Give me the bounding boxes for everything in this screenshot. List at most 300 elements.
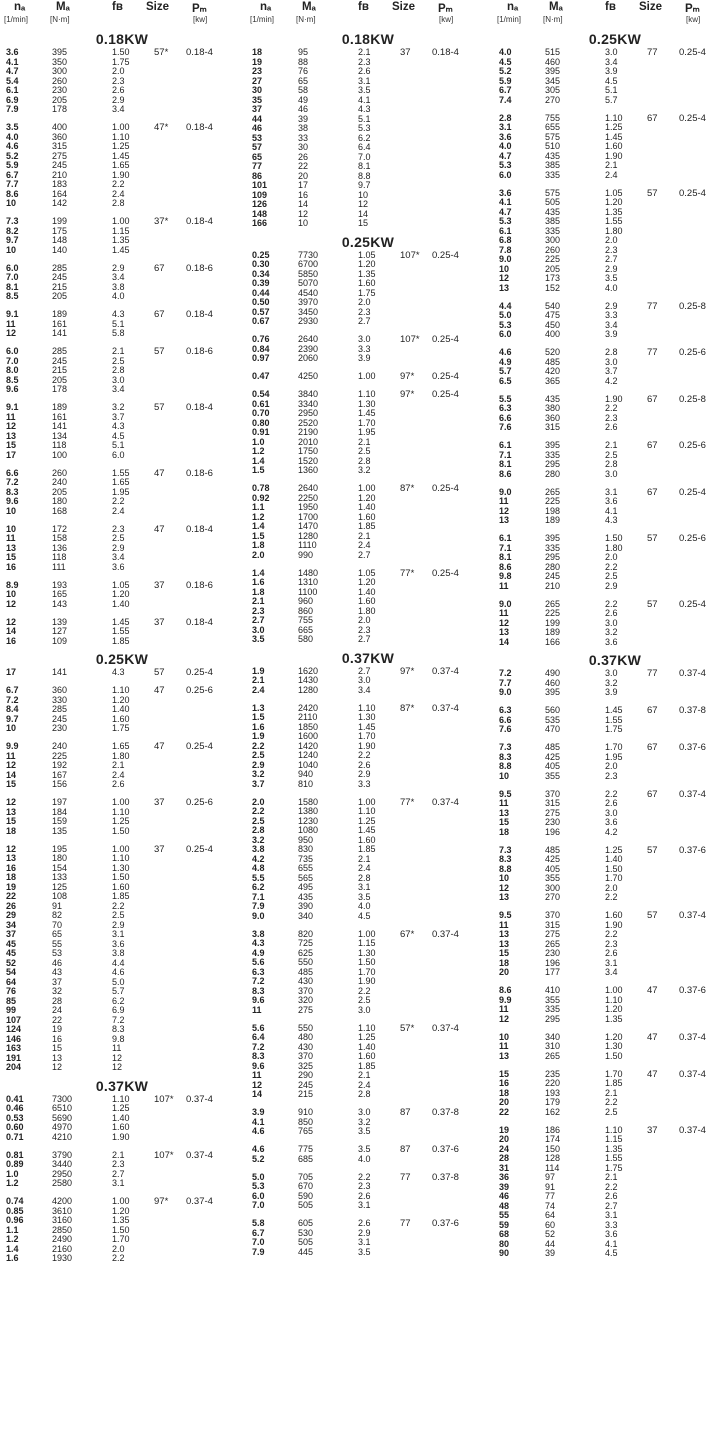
motor-power: 0.25-8 (679, 300, 706, 312)
output-speed: 13 (6, 806, 17, 817)
output-speed: 2.9 (252, 759, 265, 770)
service-factor: 2.4 (112, 769, 125, 780)
motor-power: 0.37-4 (679, 1031, 706, 1043)
service-factor: 3.9 (605, 66, 618, 76)
output-speed: 126 (252, 199, 268, 209)
service-factor: 5.1 (112, 440, 125, 450)
output-speed: 0.71 (6, 1131, 24, 1142)
gear-size: 107* (154, 1093, 174, 1105)
output-speed: 1.1 (252, 502, 265, 512)
output-torque: 196 (545, 826, 561, 837)
output-speed: 15 (499, 817, 510, 827)
output-speed: 9.0 (499, 598, 512, 609)
output-speed: 0.25 (252, 249, 270, 260)
service-factor: 4.3 (358, 104, 371, 114)
output-torque: 280 (545, 468, 561, 479)
service-factor: 3.2 (358, 1116, 371, 1127)
gear-size: 37 (154, 616, 165, 628)
output-speed: 19 (252, 56, 263, 67)
service-factor: 1.05 (358, 567, 376, 578)
output-speed: 0.44 (252, 287, 270, 298)
gear-group (497, 986, 720, 1024)
service-factor: 1.30 (358, 947, 376, 958)
service-factor: 2.6 (112, 85, 125, 95)
output-torque: 520 (545, 347, 561, 357)
output-torque: 125 (52, 881, 68, 892)
output-speed: 0.97 (252, 353, 270, 363)
output-speed: 8.1 (499, 552, 512, 562)
output-speed: 6.6 (499, 412, 512, 423)
output-speed: 0.54 (252, 389, 270, 399)
table-row (4, 1254, 240, 1264)
motor-power: 0.37-4 (679, 668, 706, 679)
motor-power: 0.25-4 (432, 334, 459, 345)
table-row (497, 893, 720, 903)
output-speed: 64 (6, 976, 17, 987)
service-factor: 3.0 (358, 1004, 371, 1015)
output-speed: 1.2 (252, 511, 265, 522)
service-factor: 4.3 (605, 515, 618, 525)
output-speed: 5.3 (499, 160, 512, 170)
output-speed: 53 (252, 132, 263, 143)
output-speed: 39 (499, 1181, 510, 1192)
service-factor: 2.4 (112, 188, 125, 199)
output-speed: 14 (252, 1089, 263, 1099)
service-factor: 1.10 (605, 994, 623, 1005)
service-factor: 7.0 (358, 151, 371, 162)
service-factor: 1.60 (358, 596, 376, 606)
gear-group (497, 302, 720, 340)
service-factor: 4.2 (605, 375, 618, 386)
service-factor: 1.90 (358, 740, 376, 751)
motor-power: 0.37-6 (679, 985, 706, 996)
service-factor: 3.8 (112, 281, 125, 292)
header-f-b: fʙ (112, 1, 123, 13)
output-torque: 1110 (298, 540, 317, 550)
output-speed: 5.9 (6, 160, 19, 170)
output-torque: 111 (52, 561, 66, 572)
service-factor: 4.4 (112, 957, 125, 968)
motor-power: 0.18-4 (186, 47, 213, 58)
gear-size: 77 (647, 47, 658, 58)
gear-size: 107* (400, 249, 420, 261)
output-torque: 2190 (298, 427, 319, 437)
service-factor: 9.8 (112, 1033, 125, 1044)
output-speed: 4.1 (6, 56, 19, 67)
gear-size: 47 (154, 685, 165, 696)
table-row (4, 724, 240, 734)
output-torque: 198 (545, 505, 561, 516)
gear-size: 97* (400, 389, 415, 400)
service-factor: 1.90 (358, 976, 376, 986)
output-speed: 3.0 (252, 624, 265, 635)
output-torque: 38 (298, 123, 309, 133)
header-f-b: fʙ (358, 1, 369, 13)
service-factor: 1.75 (112, 723, 130, 733)
gear-size: 47* (154, 122, 169, 133)
output-speed: 3.5 (6, 122, 19, 132)
output-speed: 8.4 (6, 704, 19, 714)
output-speed: 12 (6, 797, 17, 807)
motor-power: 0.37-4 (679, 910, 706, 921)
output-torque: 305 (545, 85, 561, 95)
gear-group (4, 217, 240, 255)
output-speed: 15 (6, 440, 17, 450)
service-factor: 3.6 (112, 938, 125, 949)
output-speed: 3.2 (252, 769, 265, 779)
motor-power: 0.18-4 (186, 309, 213, 320)
service-factor: 2.4 (358, 1079, 371, 1090)
service-factor: 3.1 (358, 1200, 371, 1210)
output-speed: 3.5 (252, 634, 265, 644)
output-speed: 0.92 (252, 492, 270, 503)
power-section-title: 0.25KW (95, 651, 149, 667)
output-speed: 37 (6, 929, 17, 939)
service-factor: 1.45 (358, 721, 376, 732)
service-factor: 3.0 (605, 617, 618, 628)
gear-size: 57 (154, 402, 165, 413)
output-torque: 109 (52, 635, 68, 646)
output-speed: 90 (499, 1248, 510, 1258)
output-torque: 28 (52, 995, 63, 1006)
output-torque: 74 (545, 1200, 556, 1211)
output-torque: 7300 (52, 1093, 73, 1104)
output-torque: 300 (545, 235, 561, 245)
output-torque: 285 (52, 262, 68, 273)
gear-size: 57 (647, 910, 658, 921)
output-speed: 6.0 (499, 329, 512, 339)
service-factor: 2.2 (358, 750, 371, 760)
output-speed: 0.96 (6, 1215, 24, 1225)
service-factor: 5.8 (112, 328, 125, 338)
service-factor: 2.9 (605, 580, 618, 591)
service-factor: 2.6 (605, 608, 618, 618)
motor-power: 0.18-4 (186, 616, 213, 628)
gear-group (497, 669, 720, 698)
table-row (497, 688, 720, 698)
header-p-m: Pₘ (192, 3, 207, 15)
output-torque: 24 (52, 1005, 63, 1015)
service-factor: 1.35 (605, 1143, 623, 1154)
service-factor: 4.5 (605, 1248, 618, 1258)
output-speed: 13 (499, 627, 510, 637)
output-speed: 11 (499, 580, 509, 591)
output-speed: 8.5 (6, 291, 19, 301)
gear-group (4, 1197, 240, 1264)
output-speed: 8.2 (6, 225, 19, 236)
service-factor: 3.3 (605, 1219, 618, 1230)
gear-group (4, 798, 240, 836)
output-torque: 355 (545, 873, 561, 883)
output-torque: 7730 (298, 249, 319, 260)
header-m-a: Mₐ (549, 1, 563, 13)
gear-group (250, 372, 486, 382)
motor-power: 0.25-4 (432, 567, 459, 579)
service-factor: 3.6 (112, 561, 125, 572)
output-torque: 5850 (298, 268, 319, 279)
output-speed: 9.9 (499, 994, 512, 1005)
output-torque: 65 (298, 75, 309, 86)
service-factor: 9.7 (358, 180, 371, 190)
output-speed: 18 (252, 47, 263, 57)
service-factor: 1.60 (358, 511, 376, 522)
output-torque: 210 (52, 169, 68, 180)
service-factor: 1.10 (358, 389, 376, 399)
service-factor: 2.0 (605, 761, 618, 771)
motor-power: 0.25-8 (679, 393, 706, 405)
gear-size: 67 (647, 440, 658, 451)
output-torque: 189 (52, 402, 68, 412)
output-speed: 1.8 (252, 586, 265, 597)
service-factor: 1.55 (112, 467, 130, 478)
output-torque: 425 (545, 751, 561, 762)
service-factor: 2.1 (605, 440, 618, 450)
output-torque: 3610 (52, 1205, 73, 1216)
output-speed: 0.39 (252, 278, 270, 288)
gear-group (497, 189, 720, 294)
service-factor: 4.3 (112, 309, 125, 319)
output-torque: 235 (545, 1068, 561, 1079)
table-row (4, 668, 240, 678)
service-factor: 1.15 (605, 1134, 623, 1144)
output-speed: 7.7 (499, 677, 512, 688)
gear-group (497, 114, 720, 181)
output-speed: 8.0 (6, 365, 19, 375)
service-factor: 6.2 (112, 995, 125, 1006)
output-torque: 152 (545, 282, 561, 293)
output-torque: 1080 (298, 825, 319, 835)
gear-group (4, 403, 240, 460)
output-torque: 2110 (298, 712, 318, 722)
output-torque: 655 (545, 122, 561, 132)
output-speed: 13 (499, 938, 510, 949)
output-torque: 395 (545, 66, 561, 76)
service-factor: 2.2 (605, 929, 618, 939)
motor-power: 0.18-6 (186, 346, 213, 357)
service-factor: 2.2 (605, 1097, 618, 1107)
header-m-a: Mₐ (302, 1, 316, 13)
service-factor: 2.6 (358, 759, 371, 770)
output-torque: 1480 (298, 567, 319, 578)
service-factor: 1.00 (112, 122, 130, 132)
motor-power: 0.37-4 (679, 788, 706, 800)
output-torque: 460 (545, 677, 561, 688)
output-speed: 7.3 (6, 216, 19, 226)
service-factor: 1.95 (605, 751, 623, 762)
service-factor: 3.1 (112, 929, 125, 939)
output-speed: 1.6 (252, 721, 265, 732)
output-speed: 0.46 (6, 1103, 24, 1113)
service-factor: 3.0 (605, 468, 618, 479)
output-torque: 485 (545, 356, 561, 367)
service-factor: 3.4 (358, 684, 371, 695)
output-speed: 4.0 (499, 47, 512, 57)
output-torque: 490 (545, 668, 561, 678)
output-torque: 154 (52, 862, 68, 873)
service-factor: 1.10 (358, 806, 376, 816)
service-factor: 3.0 (605, 47, 618, 57)
output-speed: 3.8 (252, 844, 265, 854)
output-speed: 10 (6, 505, 17, 516)
output-torque: 230 (52, 85, 68, 95)
service-factor: 1.10 (112, 1093, 130, 1104)
output-torque: 335 (545, 225, 561, 236)
output-torque: 315 (52, 141, 68, 151)
output-speed: 2.8 (499, 112, 512, 123)
gear-group (497, 743, 720, 781)
output-torque: 1360 (298, 465, 319, 475)
output-torque: 405 (545, 863, 561, 874)
output-speed: 18 (499, 1087, 510, 1098)
output-torque: 950 (298, 834, 314, 845)
output-torque: 435 (545, 206, 561, 217)
output-speed: 11 (499, 608, 509, 618)
table-row (497, 772, 720, 782)
output-torque: 165 (52, 589, 68, 599)
output-speed: 2.0 (252, 549, 265, 560)
service-factor: 1.05 (605, 187, 623, 198)
gear-group (497, 1033, 720, 1062)
service-factor: 2.8 (112, 365, 125, 375)
output-torque: 162 (545, 1106, 561, 1117)
service-factor: 2.8 (358, 455, 371, 466)
output-torque: 350 (52, 56, 68, 67)
output-speed: 2.1 (252, 596, 265, 606)
output-speed: 1.5 (252, 530, 265, 541)
motor-power: 0.25-6 (679, 440, 706, 451)
output-torque: 4970 (52, 1122, 73, 1132)
gear-group (4, 264, 240, 302)
output-torque: 480 (298, 1032, 314, 1042)
output-torque: 605 (298, 1218, 314, 1228)
output-speed: 24 (499, 1143, 510, 1154)
service-factor: 1.00 (358, 796, 376, 807)
service-factor: 2.6 (358, 1190, 371, 1201)
output-torque: 159 (52, 816, 68, 826)
header-p-m-unit: [kw] (193, 15, 208, 24)
output-speed: 6.1 (499, 533, 512, 543)
motor-power: 0.18-4 (186, 122, 213, 133)
output-torque: 370 (545, 910, 561, 920)
service-factor: 2.8 (358, 872, 371, 883)
gear-group (4, 347, 240, 395)
output-torque: 265 (545, 938, 561, 949)
output-speed: 4.7 (499, 206, 512, 217)
gear-group (4, 310, 240, 339)
output-torque: 180 (52, 853, 68, 863)
table-row (4, 329, 240, 339)
gear-size: 57 (647, 187, 658, 199)
output-speed: 107 (6, 1014, 22, 1025)
service-factor: 1.55 (112, 626, 130, 636)
output-torque: 156 (52, 779, 68, 789)
output-speed: 5.4 (6, 75, 19, 86)
service-factor: 1.40 (112, 704, 130, 714)
service-factor: 2.5 (605, 571, 618, 581)
service-factor: 3.4 (605, 319, 618, 330)
gear-group (4, 48, 240, 115)
output-speed: 3.6 (499, 187, 512, 198)
table-row (497, 377, 720, 387)
output-speed: 6.3 (499, 403, 512, 413)
service-factor: 1.85 (358, 844, 376, 854)
output-torque: 230 (545, 948, 561, 958)
output-torque: 134 (52, 430, 68, 441)
service-factor: 1.15 (112, 225, 130, 236)
service-factor: 1.25 (358, 1032, 376, 1042)
output-speed: 7.0 (6, 272, 19, 282)
output-torque: 310 (545, 1041, 561, 1051)
output-torque: 39 (298, 113, 309, 124)
service-factor: 1.85 (112, 891, 130, 901)
gear-size: 37 (647, 1124, 658, 1136)
output-speed: 5.2 (499, 66, 512, 76)
motor-power: 0.18-4 (186, 216, 213, 227)
output-torque: 1470 (298, 521, 319, 531)
gear-group (4, 525, 240, 573)
gear-size: 97* (400, 371, 415, 382)
output-speed: 7.3 (499, 844, 512, 855)
motor-power: 0.37-4 (432, 796, 459, 808)
output-torque: 118 (52, 552, 67, 562)
output-torque: 420 (545, 366, 561, 376)
output-torque: 76 (298, 66, 309, 76)
service-factor: 2.4 (605, 169, 618, 180)
output-torque: 14 (298, 199, 309, 209)
output-speed: 55 (499, 1210, 510, 1220)
service-factor: 3.5 (358, 1246, 371, 1257)
output-speed: 8.1 (6, 281, 19, 292)
service-factor: 1.00 (358, 371, 376, 381)
output-torque: 810 (298, 778, 314, 789)
motor-power: 0.37-4 (186, 1196, 213, 1207)
output-speed: 17 (6, 667, 17, 677)
service-factor: 2.7 (358, 316, 371, 326)
service-factor: 2.6 (605, 422, 618, 432)
service-factor: 1.80 (605, 542, 623, 553)
output-torque: 515 (545, 47, 561, 57)
service-factor: 7.2 (112, 1014, 125, 1025)
output-speed: 1.4 (6, 1243, 19, 1254)
gear-group (250, 1173, 486, 1211)
service-factor: 3.4 (112, 272, 125, 282)
gear-size: 67 (647, 788, 658, 800)
output-torque: 22 (52, 1014, 63, 1025)
header-size: Size (146, 1, 170, 13)
output-speed: 11 (499, 798, 509, 808)
output-speed: 3.9 (252, 1107, 265, 1117)
gear-size: 57* (400, 1022, 415, 1034)
output-speed: 101 (252, 180, 268, 190)
gear-size: 67* (400, 928, 415, 940)
output-speed: 3.7 (252, 778, 265, 789)
output-speed: 65 (252, 151, 263, 162)
gear-group (250, 1024, 486, 1100)
service-factor: 1.75 (605, 724, 623, 734)
output-speed: 1.5 (252, 465, 265, 475)
header-p-m: Pₘ (438, 3, 453, 15)
output-speed: 16 (6, 862, 17, 873)
service-factor: 1.00 (112, 843, 130, 854)
output-speed: 8.1 (499, 459, 512, 469)
service-factor: 8.3 (112, 1024, 125, 1034)
output-torque: 245 (298, 1079, 314, 1090)
output-speed: 8.8 (499, 863, 512, 874)
service-factor: 2.0 (605, 882, 618, 893)
table-row (4, 780, 240, 790)
service-factor: 12 (358, 199, 369, 209)
table-row (497, 330, 720, 340)
